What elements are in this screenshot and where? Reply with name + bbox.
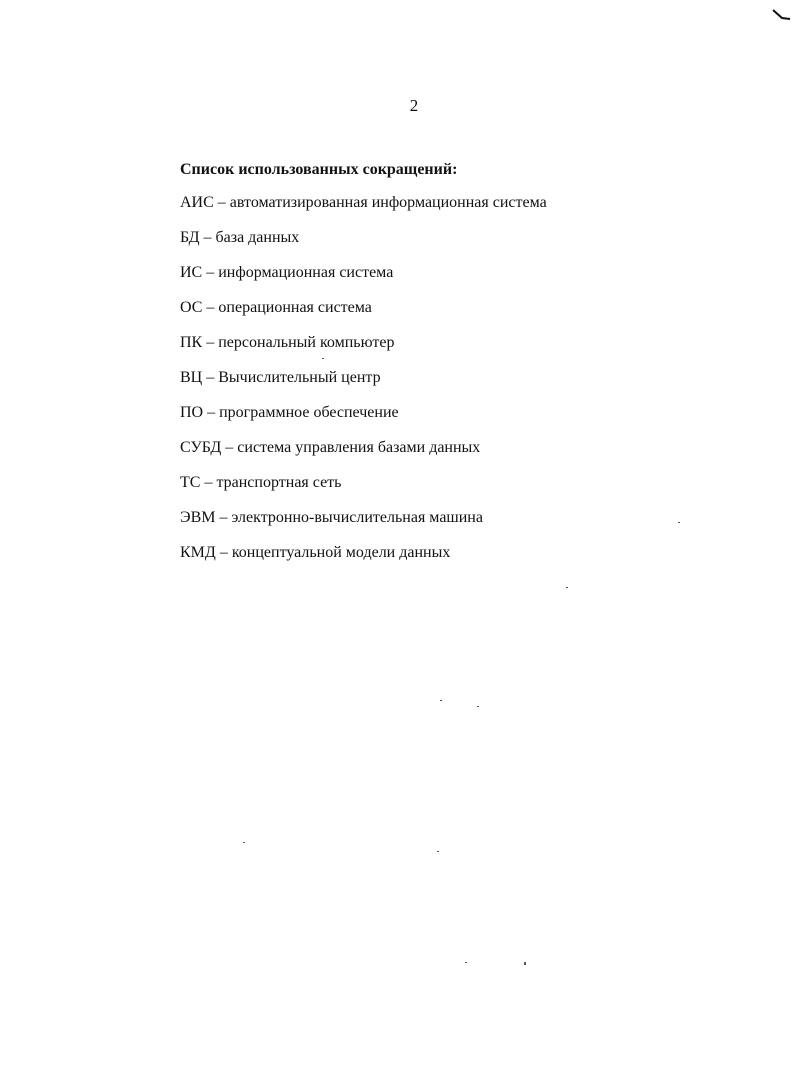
abbreviation-dash: –	[215, 544, 232, 561]
abbreviation-dash: –	[202, 334, 219, 351]
abbreviation-dash: –	[199, 229, 216, 246]
abbreviation-dash: –	[202, 264, 219, 281]
scan-speck	[566, 587, 568, 588]
abbreviation-definition: система управления базами данных	[237, 439, 481, 456]
abbreviation-list	[180, 193, 547, 578]
section-heading: Список использованных сокращений:	[180, 161, 458, 178]
abbreviation-definition: концептуальной модели данных	[231, 544, 451, 561]
scan-speck	[440, 700, 442, 701]
abbreviation-item	[180, 368, 547, 403]
page-number: 2	[409, 96, 419, 115]
abbreviation-definition: электронно-вычислительная машина	[231, 509, 483, 526]
abbreviation-item	[180, 263, 547, 298]
abbreviation-definition: персональный компьютер	[218, 334, 395, 351]
abbreviation-term: ЭВМ	[180, 509, 216, 526]
scan-speck	[678, 522, 680, 523]
abbreviation-term: ПО	[180, 404, 204, 421]
abbreviation-item	[180, 403, 547, 438]
abbreviation-item	[180, 333, 547, 368]
abbreviation-term: ОС	[180, 299, 203, 316]
scan-speck	[524, 962, 526, 965]
scan-speck	[477, 706, 479, 707]
abbreviation-term: СУБД	[180, 439, 222, 456]
abbreviation-item	[180, 228, 547, 263]
abbreviation-term: ВЦ	[180, 369, 203, 386]
abbreviation-dash: –	[203, 404, 220, 421]
scan-corner-stroke	[773, 10, 790, 19]
abbreviation-term: КМД	[180, 544, 216, 561]
abbreviation-dash: –	[202, 299, 219, 316]
abbreviation-term: ТС	[180, 474, 201, 491]
abbreviation-dash: –	[200, 474, 217, 491]
abbreviation-item	[180, 473, 547, 508]
abbreviation-term: АИС	[180, 194, 214, 211]
scan-speck	[243, 842, 245, 843]
scan-corner-mark	[772, 8, 792, 22]
abbreviation-definition: транспортная сеть	[216, 474, 342, 491]
abbreviation-definition: программное обеспечение	[219, 404, 399, 421]
abbreviation-definition: информационная система	[218, 264, 394, 281]
abbreviation-definition: автоматизированная информационная система	[229, 194, 547, 211]
abbreviation-item	[180, 438, 547, 473]
abbreviation-dash: –	[215, 509, 232, 526]
abbreviation-definition: Вычислительный центр	[218, 369, 381, 386]
abbreviation-term: БД	[180, 229, 200, 246]
abbreviation-item	[180, 298, 547, 333]
abbreviation-term: ПК	[180, 334, 203, 351]
scan-speck	[437, 851, 439, 852]
abbreviation-term: ИС	[180, 264, 203, 281]
abbreviation-dash: –	[221, 439, 238, 456]
abbreviation-definition: база данных	[215, 229, 300, 246]
abbreviation-item	[180, 508, 547, 543]
abbreviation-dash: –	[213, 194, 230, 211]
abbreviation-item	[180, 543, 547, 578]
abbreviation-item	[180, 193, 547, 228]
abbreviation-definition: операционная система	[218, 299, 372, 316]
abbreviation-dash: –	[202, 369, 219, 386]
scan-speck	[465, 962, 467, 963]
scan-speck	[322, 358, 324, 359]
